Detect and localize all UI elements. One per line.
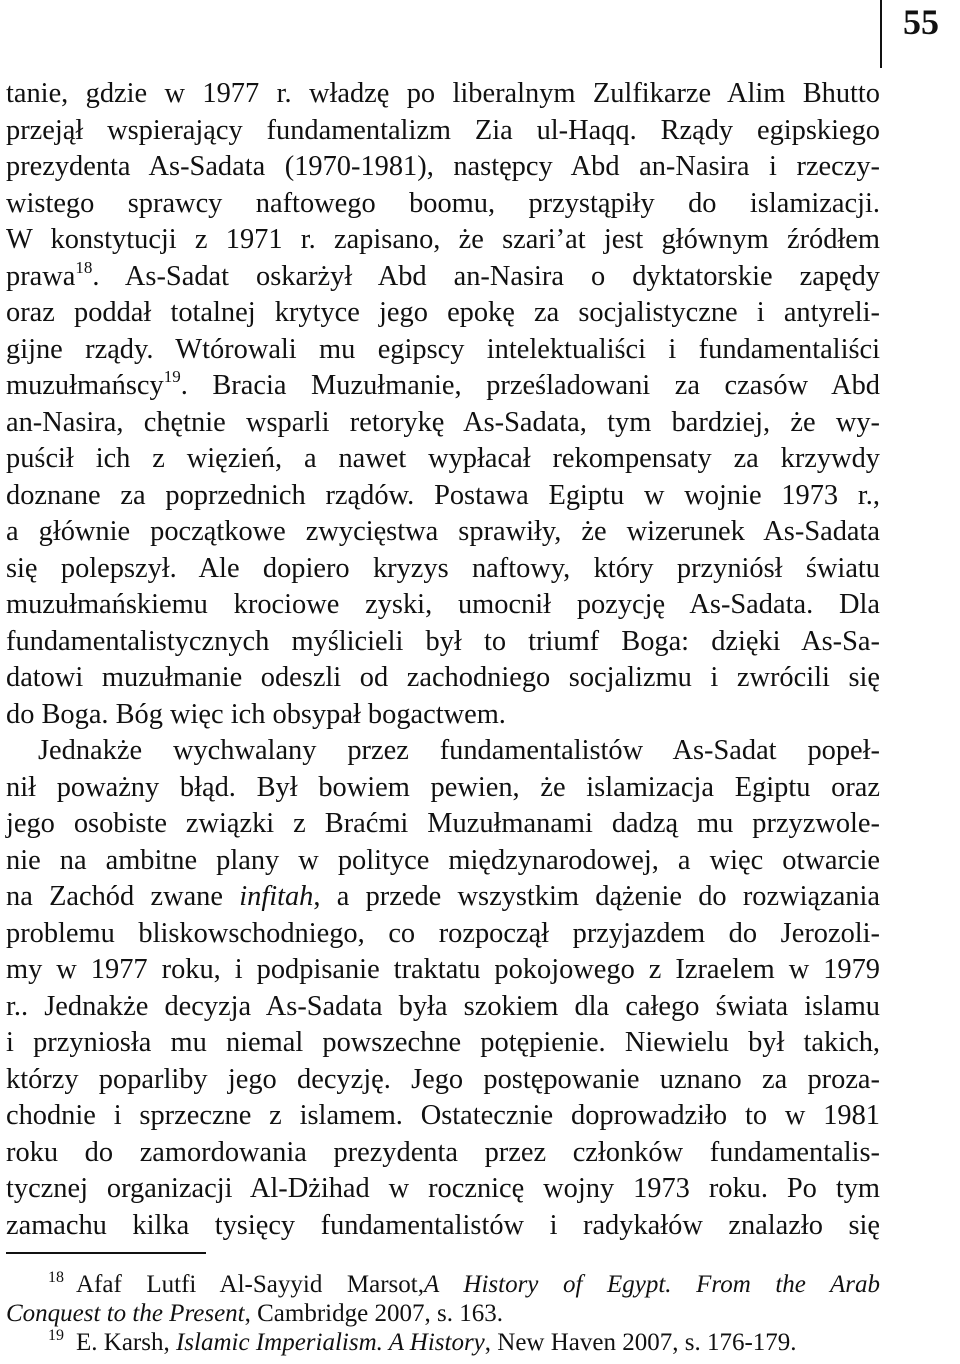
footnote-ref-19: 19 <box>163 367 181 386</box>
text-line: a głównie początkowe zwycięstwa sprawiły, że wizerunek As-Sadata <box>6 516 880 547</box>
footnote-author: E. Karsh, <box>76 1329 176 1356</box>
text-line: jego osobiste związki z Braćmi Muzułmanami dadzą mu przyzwole- <box>6 808 880 839</box>
text-line <box>6 368 880 405</box>
text-line: oraz poddał totalnej krytyce jego epokę za socjalistyczne i antyreli- <box>6 297 880 328</box>
text-line: muzułmańskiemu krociowe zyski, umocnił pozycję As-Sadata. Dla <box>6 589 880 620</box>
text-line: którzy poparliby jego decyzję. Jego postępowanie uznano za proza- <box>6 1063 880 1095</box>
header-rule <box>880 0 882 68</box>
footnote-publication: , Cambridge 2007, s. 163. <box>244 1300 503 1327</box>
text-line: się polepszył. Ale dopiero kryzys naftowy, który przyniósł światu <box>6 552 880 584</box>
footnote-title: Conquest to the Present <box>6 1300 245 1327</box>
text-line: zamachu kilka tysięcy fundamentalistów i radykałów znalazło się <box>6 1209 880 1241</box>
footnote-number: 19 <box>48 1327 64 1344</box>
text-line: chodnie i sprzeczne z islamem. Ostatecznie doprowadziło to w 1981 <box>6 1100 880 1131</box>
text-line: Jednakże wychwalany przez fundamentalistów As-Sadat popeł- <box>38 735 880 766</box>
text-line: prezydenta As-Sadata (1970-1981), następcy Abd an-Nasira i rzeczy- <box>6 151 880 182</box>
text-line: i przyniosła mu niemal powszechne potępienie. Niewielu był takich, <box>6 1027 880 1058</box>
text-line: gijne rządy. Wtórowali mu egipscy intelektualiści i fundamentaliści <box>6 333 880 365</box>
text-fragment: . Bracia Muzułmanie, prześladowani za czasów Abd <box>180 370 880 401</box>
text-line: W konstytucji z 1971 r. zapisano, że szari’at jest głównym źródłem <box>6 224 880 255</box>
text-line <box>6 259 880 296</box>
footnotes <box>6 1268 880 1359</box>
text-line <box>6 879 880 916</box>
footnote-title: A History of Egypt. From the Arab <box>424 1271 881 1298</box>
text-line: do Boga. Bóg więc ich obsypał bogactwem. <box>6 698 506 730</box>
page-number: 55 <box>903 2 939 42</box>
text-line: fundamentalistycznych myślicieli był to triumf Boga: dzięki As-Sa- <box>6 625 880 657</box>
text-line: nił poważny błąd. Był bowiem pewien, że islamizacja Egiptu oraz <box>6 771 880 803</box>
footnote-number: 18 <box>48 1269 64 1286</box>
footnote-title: Islamic Imperialism. A History <box>175 1329 485 1356</box>
text-fragment: , a przede wszystkim dążenie do rozwiązania <box>313 881 880 912</box>
text-line: datowi muzułmanie odeszli od zachodniego socjalizmu i zwrócili się <box>6 662 880 693</box>
footnote-divider <box>6 1252 206 1254</box>
footnote-author: Afaf Lutfi Al-Sayyid Marsot, <box>76 1271 424 1298</box>
text-fragment: na Zachód zwane <box>6 881 240 912</box>
footnote-publication: , New Haven 2007, s. 176-179. <box>484 1329 797 1356</box>
main-text <box>6 76 880 1244</box>
text-line: my w 1977 roku, i podpisanie traktatu pokojowego z Izraelem w 1979 <box>6 954 880 985</box>
text-line: an-Nasira, chętnie wsparli retorykę As-Sadata, tym bardziej, że wy- <box>6 406 880 438</box>
text-line: doznane za poprzednich rządów. Postawa Egiptu w wojnie 1973 r., <box>6 479 880 511</box>
text-line: puścił ich z więzień, a nawet wypłacał rekompensaty za krzywdy <box>6 443 880 474</box>
text-fragment: muzułmańscy <box>6 370 164 401</box>
text-fragment: prawa <box>6 260 76 292</box>
text-fragment: . As-Sadat oskarżył Abd an-Nasira o dyktatorskie zapędy <box>92 260 880 292</box>
text-line: wistego sprawcy naftowego boomu, przystąpiły do islamizacji. <box>6 187 880 219</box>
footnote-19 <box>6 1326 880 1359</box>
text-line: roku do zamordowania prezydenta przez członków fundamentalis- <box>6 1136 880 1168</box>
text-line: problemu bliskowschodniego, co rozpoczął przyjazdem do Jerozoli- <box>6 917 880 949</box>
text-line: tanie, gdzie w 1977 r. władzę po liberalnym Zulfikarze Alim Bhutto <box>6 78 880 109</box>
footnote-ref-18: 18 <box>75 257 93 277</box>
text-line: przejął wspierający fundamentalizm Zia ul-Haqq. Rządy egipskiego <box>6 114 880 146</box>
text-line: nie na ambitne plany w polityce międzynarodowej, a więc otwarcie <box>6 844 880 876</box>
text-line: r.. Jednakże decyzja As-Sadata była szokiem dla całego świata islamu <box>6 990 880 1022</box>
italic-term: infitah <box>239 881 314 912</box>
text-line: tycznej organizacji Al-Dżihad w rocznicę wojny 1973 roku. Po tym <box>6 1173 880 1204</box>
